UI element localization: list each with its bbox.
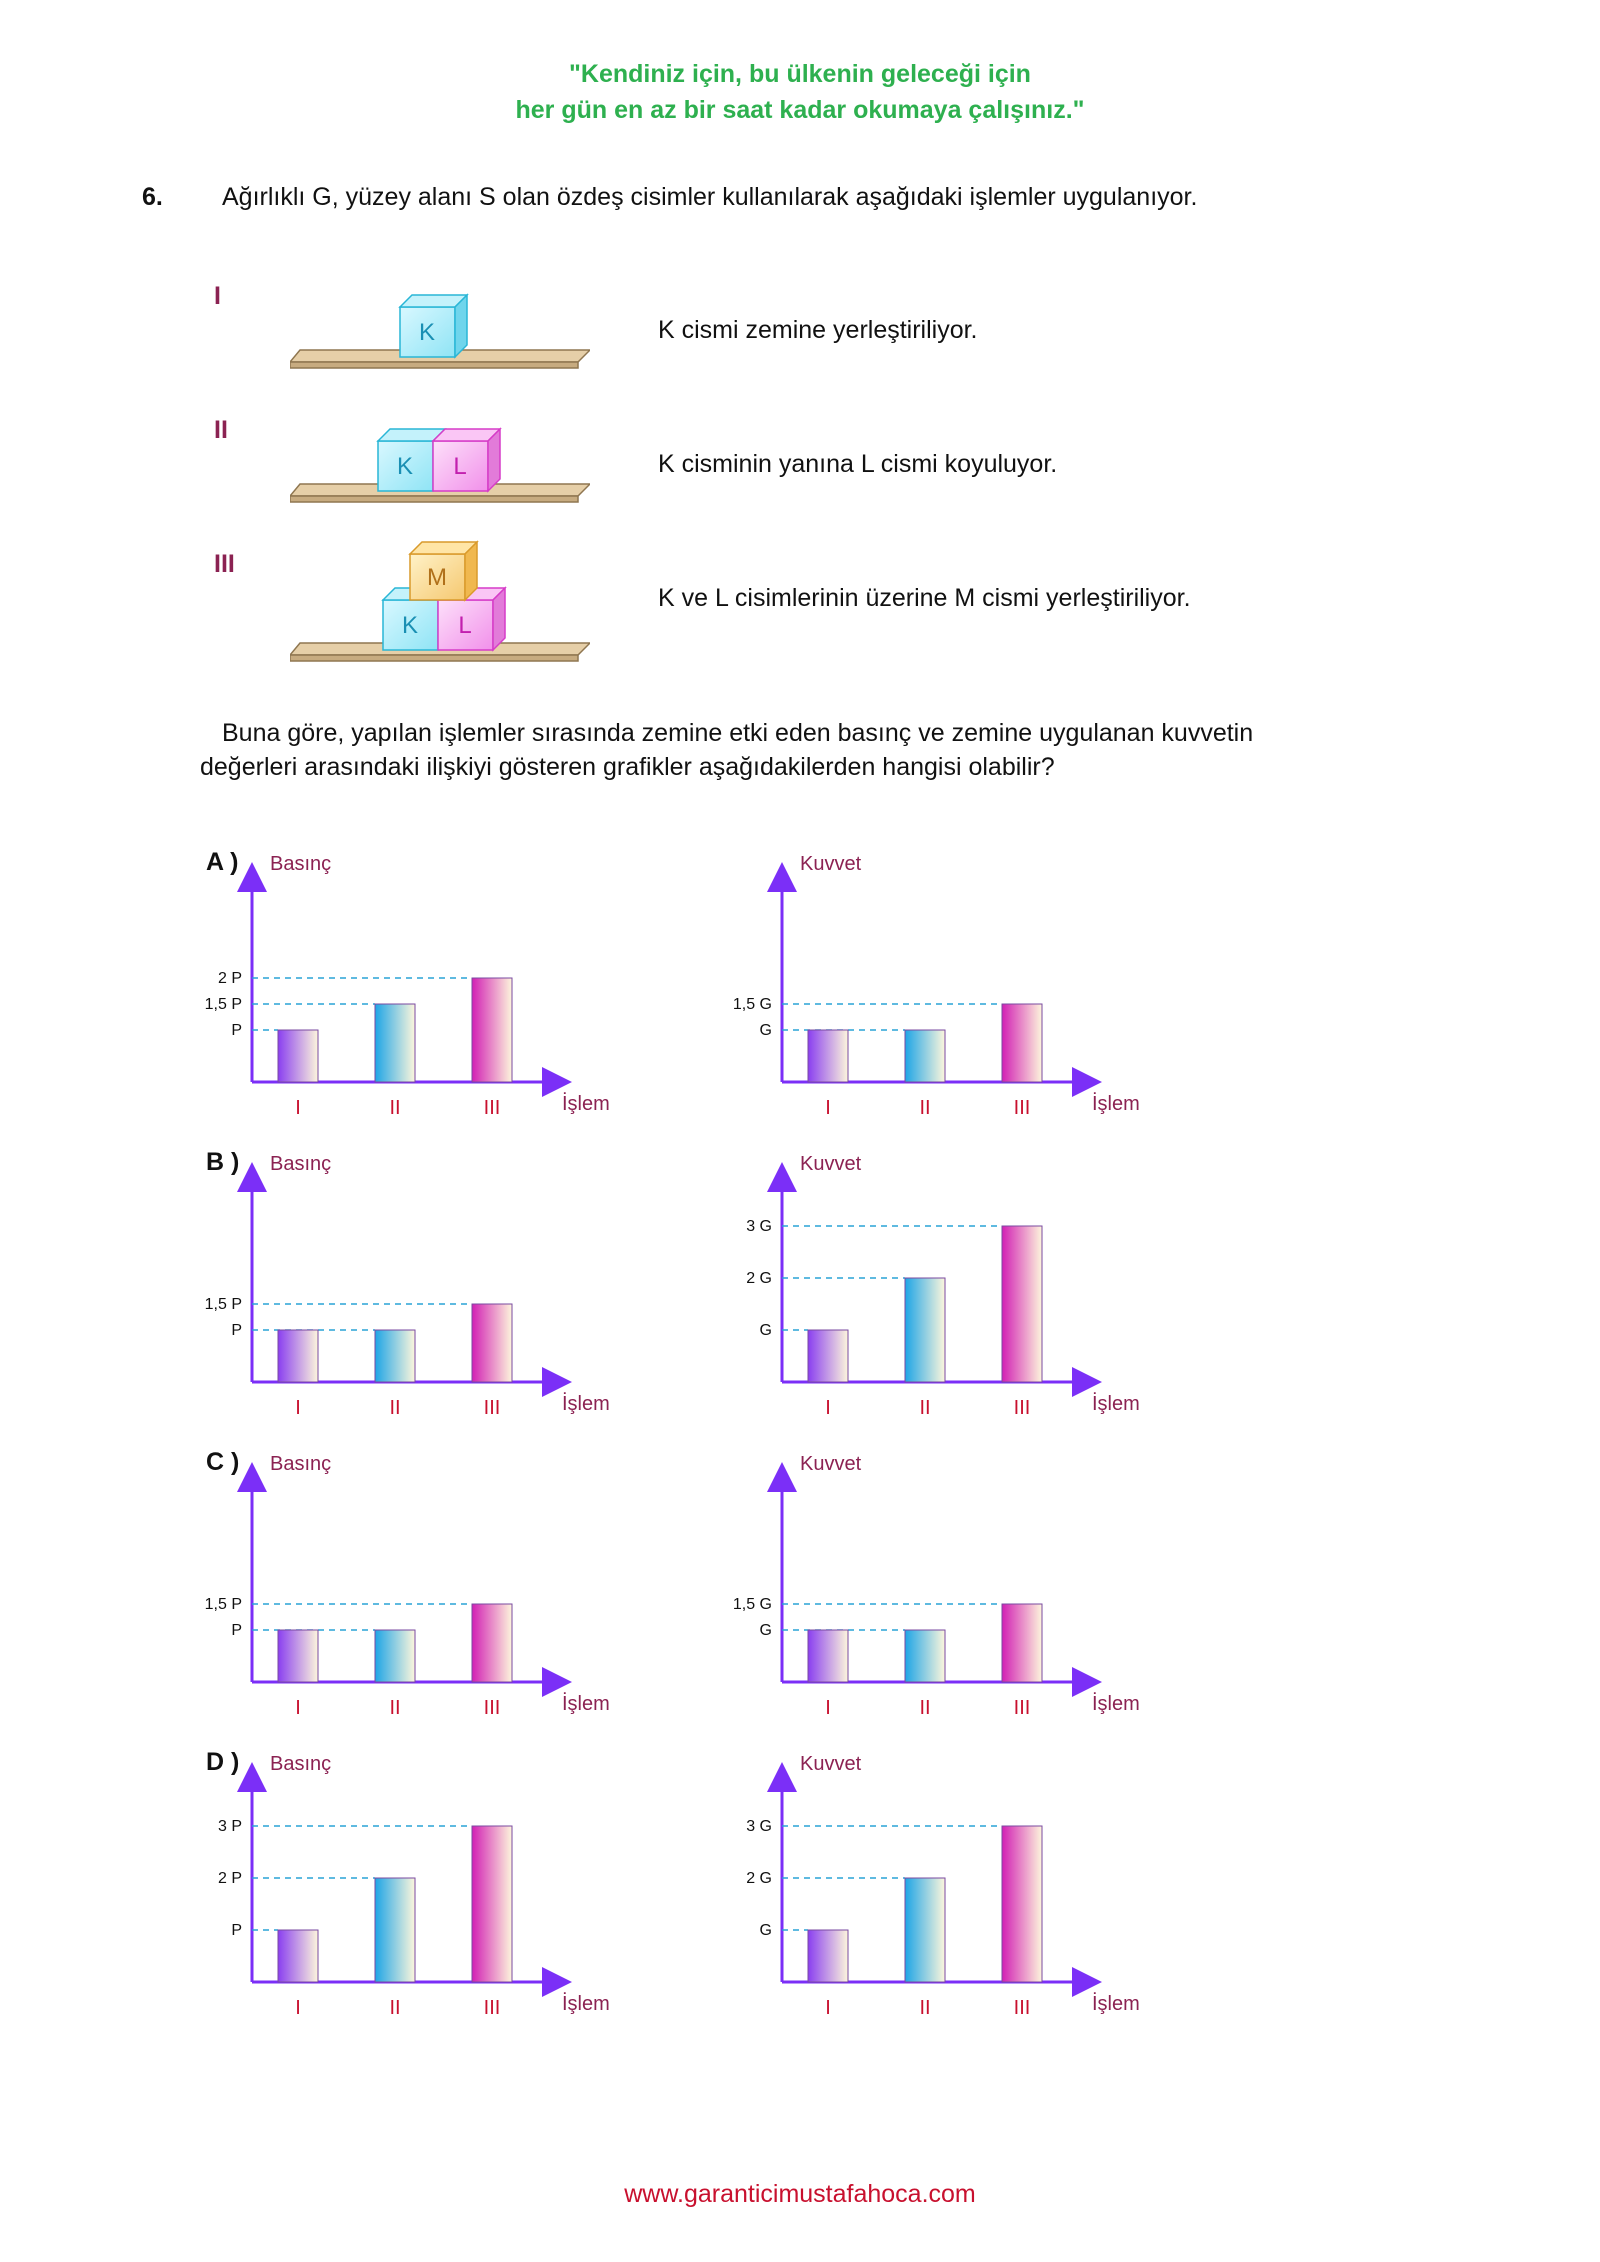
x-tick-label: II — [389, 1397, 401, 1419]
x-axis-title: İşlem — [562, 1693, 610, 1715]
bar-ii — [375, 1878, 415, 1982]
y-axis-title: Basınç — [270, 1153, 332, 1175]
x-tick-label: III — [483, 1697, 501, 1719]
bar-ii — [375, 1630, 415, 1682]
motivational-quote — [0, 56, 1600, 128]
y-axis-title: Kuvvet — [800, 1153, 862, 1175]
x-axis-title: İşlem — [1092, 1993, 1140, 2015]
y-tick-label: 2 G — [746, 1270, 772, 1287]
y-tick-label: 2 P — [217, 970, 242, 987]
bar-ii — [375, 1004, 415, 1082]
floor-side — [290, 496, 578, 502]
y-tick-label: P — [231, 1322, 242, 1339]
scene-step-1 — [290, 262, 590, 382]
y-tick-label: P — [231, 1622, 242, 1639]
question-text: Ağırlıklı G, yüzey alanı S olan özdeş cisimler kullanılarak aşağıdaki işlemler uygulanıyor. — [222, 183, 1198, 211]
x-axis-title: İşlem — [1092, 1393, 1140, 1415]
bar-iii — [472, 1826, 512, 1982]
prompt-line-2: değerleri arasındaki ilişkiyi gösteren grafikler aşağıdakilerden hangisi olabilir? — [200, 753, 1055, 781]
y-tick-label: G — [759, 1022, 772, 1039]
x-tick-label: I — [295, 1397, 301, 1419]
y-tick-label: G — [759, 1922, 772, 1939]
y-tick-label: 2 P — [217, 1870, 242, 1887]
x-tick-label: III — [1013, 1697, 1031, 1719]
x-axis-title: İşlem — [1092, 1693, 1140, 1715]
y-tick-label: 3 G — [746, 1818, 772, 1835]
y-tick-label: P — [231, 1022, 242, 1039]
y-tick-label: G — [759, 1322, 772, 1339]
question-prompt — [200, 716, 1400, 784]
step-label-2: II — [214, 416, 228, 444]
y-tick-label: 1,5 G — [732, 1596, 772, 1613]
x-axis-title: İşlem — [562, 1393, 610, 1415]
chart-a-pressure — [190, 842, 660, 1132]
block-m-label: M — [427, 564, 447, 591]
chart-b-force — [720, 1142, 1190, 1432]
prompt-line-1: Buna göre, yapılan işlemler sırasında zemine etki eden basınç ve zemine uygulanan kuvvetin — [222, 719, 1254, 747]
x-tick-label: III — [1013, 1397, 1031, 1419]
x-tick-label: I — [295, 1097, 301, 1119]
quote-line-1: "Kendiniz için, bu ülkenin geleceği için — [569, 60, 1031, 88]
x-tick-label: I — [825, 1997, 831, 2019]
y-tick-label: 1,5 G — [732, 996, 772, 1013]
bar-iii — [472, 978, 512, 1082]
x-tick-label: II — [919, 1397, 931, 1419]
bar-iii — [1002, 1004, 1042, 1082]
y-tick-label: 2 G — [746, 1870, 772, 1887]
block-m — [410, 542, 477, 600]
x-tick-label: II — [919, 1997, 931, 2019]
x-tick-label: III — [1013, 1997, 1031, 2019]
y-tick-label: P — [231, 1922, 242, 1939]
y-axis-title: Basınç — [270, 853, 332, 875]
bar-ii — [375, 1330, 415, 1382]
bar-ii — [905, 1878, 945, 1982]
chart-d-force — [720, 1742, 1190, 2032]
y-tick-label: 1,5 P — [204, 996, 242, 1013]
bar-ii — [905, 1630, 945, 1682]
step-description-1: K cismi zemine yerleştiriliyor. — [658, 316, 978, 344]
x-tick-label: II — [919, 1097, 931, 1119]
bar-i — [278, 1330, 318, 1382]
bar-iii — [1002, 1826, 1042, 1982]
y-tick-label: 1,5 P — [204, 1296, 242, 1313]
chart-b-pressure — [190, 1142, 660, 1432]
x-tick-label: I — [825, 1397, 831, 1419]
block-k — [400, 295, 467, 357]
option-letter[interactable]: A ) — [206, 848, 239, 876]
y-tick-label: 3 P — [217, 1818, 242, 1835]
x-tick-label: I — [825, 1097, 831, 1119]
quote-line-2: her gün en az bir saat kadar okumaya çalışınız." — [515, 96, 1085, 124]
bar-ii — [905, 1030, 945, 1082]
x-tick-label: II — [919, 1697, 931, 1719]
bar-i — [278, 1630, 318, 1682]
x-tick-label: III — [483, 1997, 501, 2019]
bar-iii — [1002, 1226, 1042, 1382]
bar-ii — [905, 1278, 945, 1382]
bar-i — [808, 1930, 848, 1982]
block-l — [433, 429, 500, 491]
block-k-label: K — [396, 453, 414, 480]
block-k-label: K — [401, 612, 419, 639]
scene-step-2 — [290, 396, 590, 516]
block-k-label: K — [418, 319, 436, 346]
option-letter[interactable]: D ) — [206, 1748, 240, 1776]
y-axis-title: Kuvvet — [800, 1753, 862, 1775]
x-tick-label: I — [295, 1697, 301, 1719]
x-tick-label: III — [1013, 1097, 1031, 1119]
x-axis-title: İşlem — [562, 1993, 610, 2015]
y-axis-title: Kuvvet — [800, 853, 862, 875]
x-tick-label: II — [389, 1997, 401, 2019]
y-axis-title: Basınç — [270, 1453, 332, 1475]
x-axis-title: İşlem — [1092, 1093, 1140, 1115]
y-axis-title: Kuvvet — [800, 1453, 862, 1475]
bar-i — [808, 1330, 848, 1382]
y-tick-label: G — [759, 1622, 772, 1639]
block-l-label: L — [453, 453, 467, 480]
option-letter[interactable]: C ) — [206, 1448, 240, 1476]
x-tick-label: I — [295, 1997, 301, 2019]
chart-c-force — [720, 1442, 1190, 1732]
footer-url: www.garanticimustafahoca.com — [624, 2180, 976, 2208]
step-description-2: K cisminin yanına L cismi koyuluyor. — [658, 450, 1058, 478]
step-label-3: III — [214, 550, 235, 578]
chart-a-force — [720, 842, 1190, 1132]
option-letter[interactable]: B ) — [206, 1148, 240, 1176]
bar-iii — [1002, 1604, 1042, 1682]
y-tick-label: 3 G — [746, 1218, 772, 1235]
bar-i — [808, 1030, 848, 1082]
bar-i — [278, 1030, 318, 1082]
chart-d-pressure — [190, 1742, 660, 2032]
x-tick-label: III — [483, 1097, 501, 1119]
chart-c-pressure — [190, 1442, 660, 1732]
block-l-label: L — [458, 612, 472, 639]
y-tick-label: 1,5 P — [204, 1596, 242, 1613]
step-description-3: K ve L cisimlerinin üzerine M cismi yerleştiriliyor. — [658, 584, 1191, 612]
floor-side — [290, 362, 578, 368]
bar-iii — [472, 1304, 512, 1382]
floor-side — [290, 655, 578, 661]
x-tick-label: II — [389, 1697, 401, 1719]
bar-i — [278, 1930, 318, 1982]
x-tick-label: II — [389, 1097, 401, 1119]
bar-i — [808, 1630, 848, 1682]
bar-iii — [472, 1604, 512, 1682]
question-number: 6. — [142, 183, 163, 211]
x-axis-title: İşlem — [562, 1093, 610, 1115]
scene-step-3 — [290, 540, 590, 680]
step-label-1: I — [214, 282, 221, 310]
x-tick-label: I — [825, 1697, 831, 1719]
y-axis-title: Basınç — [270, 1753, 332, 1775]
x-tick-label: III — [483, 1397, 501, 1419]
